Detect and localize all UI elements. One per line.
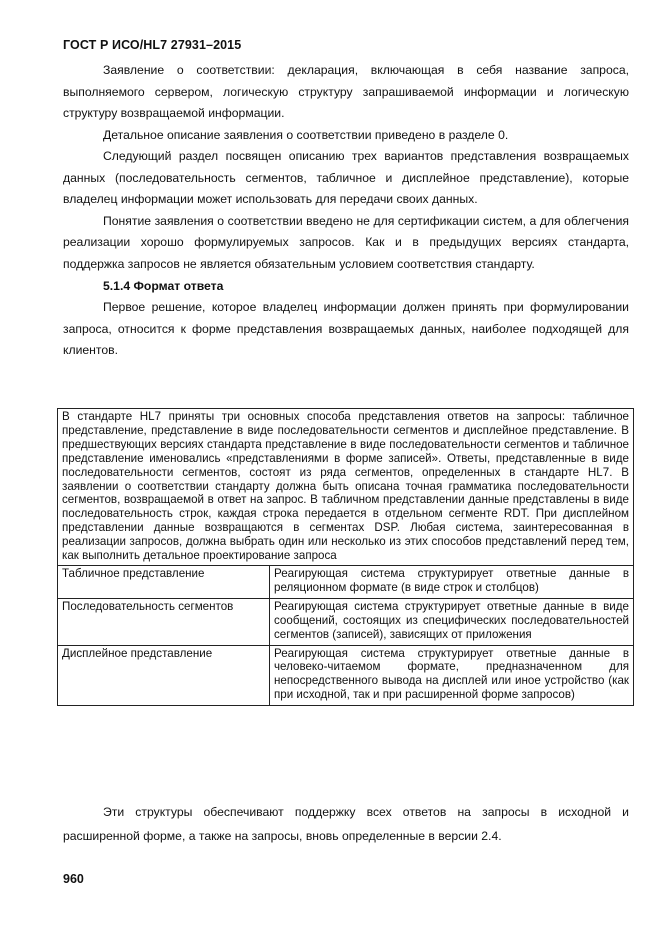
format-description: Реагирующая система структурирует ответные данные в реляционном формате (в виде строк и столбцов) bbox=[270, 565, 634, 598]
response-formats-box bbox=[57, 408, 634, 706]
format-name: Табличное представление bbox=[58, 565, 270, 598]
document-header: ГОСТ Р ИСО/HL7 27931–2015 bbox=[63, 38, 242, 52]
box-intro: В стандарте HL7 приняты три основных способа представления ответов на запросы: табличное представление, представление в виде последовательности сегментов и дисплейное представление. В предшествующих версиях стандарта представление в виде последовательности сегментов и табличное представление именовались «представлениями в форме записей». Ответы, представленные в виде последовательности сегментов, состоят из ряда сегментов, определенных в стандарте HL7. В заявлении о соответствии стандарту должна быть описана точная грамматика последовательности сегментов, возвращаемой в ответ на запрос. В табличном представлении данные представлены в виде последовательность строк, каждая строка передается в отдельном сегменте RDT. При дисплейном представлении данные возвращаются в сегментах DSP. Любая система, заинтересованная в реализации запросов, должна выбрать один или несколько из этих способов представлений перед тем, как выполнить детальное проектирование запроса bbox=[62, 410, 629, 563]
paragraph: Эти структуры обеспечивают поддержку всех ответов на запросы в исходной и расширенной форме, а также на запросы, вновь определенные в версии 2.4. bbox=[63, 805, 629, 843]
paragraph: Детальное описание заявления о соответствии приведено в разделе 0. bbox=[103, 127, 509, 142]
section-heading: 5.1.4 Формат ответа bbox=[103, 279, 224, 293]
paragraph: Понятие заявления о соответствии введено не для сертификации систем, а для облегчения реализации хорошо формулируемых запросов. Как и в предыдущих версиях стандарта, поддержка запросов не является обязательным условием соответствия стандарту. bbox=[63, 213, 629, 271]
paragraph: Первое решение, которое владелец информации должен принять при формулировании запроса, относится к форме представления возвращаемых данных, наиболее подходящей для клиентов. bbox=[63, 300, 629, 357]
paragraph: Заявление о соответствии: декларация, включающая в себя название запроса, выполняемого сервером, логическую структуру запрашиваемой информации и логическую структуру возвращаемой информации. bbox=[63, 63, 629, 120]
format-name: Дисплейное представление bbox=[58, 645, 270, 705]
body-text bbox=[63, 60, 629, 362]
table-row bbox=[58, 645, 633, 705]
paragraph: Следующий раздел посвящен описанию трех вариантов представления возвращаемых данных (последовательность сегментов, табличное и дисплейное представление), которые владелец информации может использовать для передачи своих данных. bbox=[63, 149, 629, 206]
format-description: Реагирующая система структурирует ответные данные в человеко-читаемом формате, предназначенном для непосредственного вывода на дисплей или иное устройство (как при исходной, так и при расширенной форме запросов) bbox=[270, 645, 634, 705]
table-row bbox=[58, 598, 633, 645]
table-row bbox=[58, 565, 633, 598]
format-description: Реагирующая система структурирует ответные данные в виде сообщений, состоящих из специфических последовательностей сегментов (записей), зависящих от приложения bbox=[270, 598, 634, 645]
formats-table bbox=[58, 565, 633, 705]
page-number: 960 bbox=[63, 872, 84, 886]
format-name: Последовательность сегментов bbox=[58, 598, 270, 645]
closing-text bbox=[63, 800, 629, 848]
